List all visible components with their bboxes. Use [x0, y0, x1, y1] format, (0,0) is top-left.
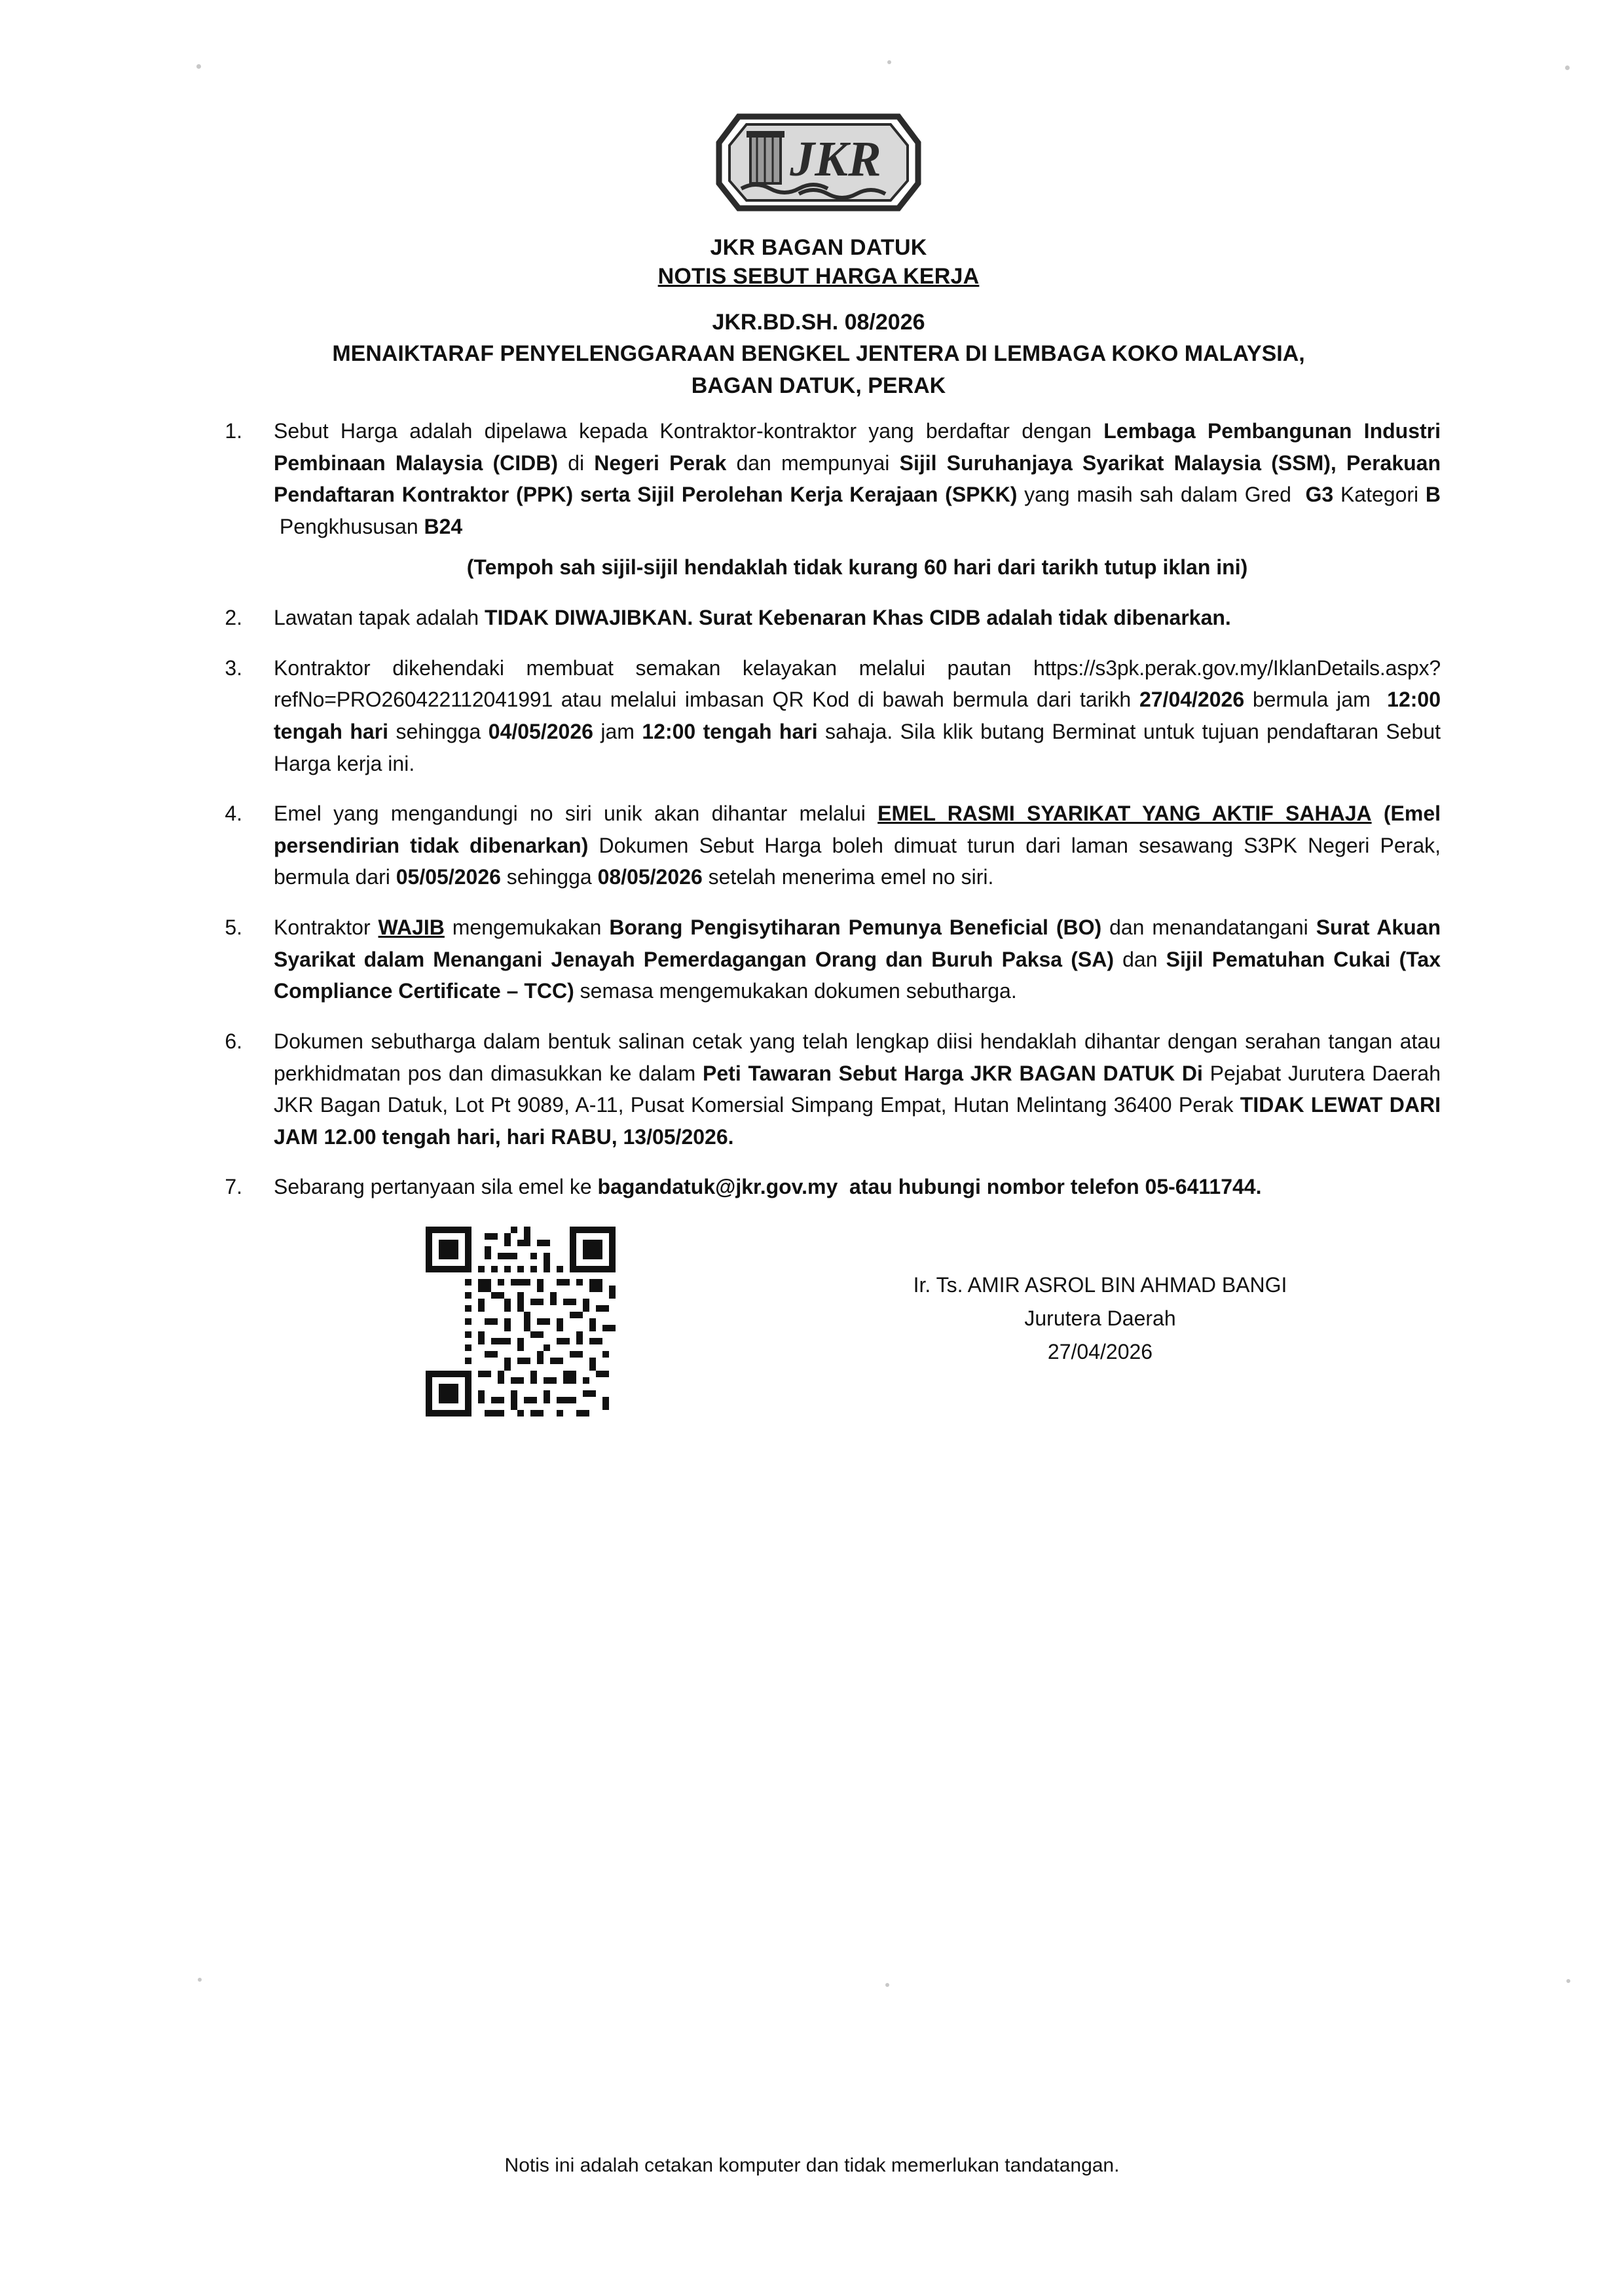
clause-number: 7.: [225, 1175, 242, 1199]
clause-item: [196, 415, 1441, 583]
signature-date: 27/04/2026: [1047, 1340, 1153, 1364]
clause-item: [196, 602, 1441, 634]
clause-number: 1.: [225, 418, 242, 443]
project-title-line1: MENAIKTARAF PENYELENGGARAAN BENGKEL JENTERA DI LEMBAGA KOKO MALAYSIA,: [332, 341, 1305, 367]
scan-speck: [1565, 65, 1570, 70]
reference-number: JKR.BD.SH. 08/2026: [712, 310, 925, 335]
scan-speck: [1566, 1979, 1570, 1983]
footer-note: Notis ini adalah cetakan komputer dan tidak memerlukan tandatangan.: [504, 2155, 1120, 2176]
clause-item: [196, 1026, 1441, 1153]
clause-text: Dokumen sebutharga dalam bentuk salinan cetak yang telah lengkap diisi hendaklah dihantar dengan serahan tangan atau perkhidmatan pos dan dimasukkan ke dalam Peti Tawaran Sebut Harga JKR BAGAN DATUK Di Pejabat Jurutera Daerah JKR Bagan Datuk, Lot Pt 9089, A-11, Pusat Komersial Simpang Empat, Hutan Melintang 36400 Perak TIDAK LEWAT DARI JAM 12.00 tengah hari, hari RABU, 13/05/2026.: [274, 1029, 1441, 1149]
clause-note: (Tempoh sah sijil-sijil hendaklah tidak kurang 60 hari dari tarikh tutup iklan ini): [466, 555, 1248, 580]
document-body: [196, 105, 1441, 1443]
clause-number: 5.: [225, 916, 242, 940]
scan-speck: [198, 1978, 202, 1982]
scan-speck: [196, 64, 201, 69]
clause-number: 4.: [225, 802, 242, 826]
clause-text: Lawatan tapak adalah TIDAK DIWAJIBKAN. Surat Kebenaran Khas CIDB adalah tidak dibenarkan.: [274, 606, 1231, 630]
clause-number: 3.: [225, 656, 242, 680]
signature-block: [786, 1268, 1414, 1369]
qr-code-icon[interactable]: [426, 1227, 616, 1416]
signatory-name: Ir. Ts. AMIR ASROL BIN AHMAD BANGI: [913, 1273, 1287, 1297]
project-title-line2: BAGAN DATUK, PERAK: [691, 373, 946, 399]
clause-item: [196, 912, 1441, 1007]
scan-speck: [885, 1983, 889, 1987]
signatory-position: Jurutera Daerah: [1024, 1306, 1176, 1331]
scan-speck: [887, 60, 891, 64]
clause-item: [196, 652, 1441, 780]
clause-text: Sebut Harga adalah dipelawa kepada Kontraktor-kontraktor yang berdaftar dengan Lembaga Pembangunan Industri Pembinaan Malaysia (CIDB) di Negeri Perak dan mempunyai Sijil Suruhanjaya Syarikat Malaysia (SSM), Perakuan Pendaftaran Kontraktor (PPK) serta Sijil Perolehan Kerja Kerajaan (SPKK) yang masih sah dalam Gred G3 Kategori B Pengkhususan B24: [274, 418, 1441, 538]
clause-number: 6.: [225, 1029, 242, 1053]
clause-list: [196, 415, 1441, 1203]
clause-text: Emel yang mengandungi no siri unik akan dihantar melalui EMEL RASMI SYARIKAT YANG AKTIF SAHAJA (Emel persendirian tidak dibenarkan) Dokumen Sebut Harga boleh dimuat turun dari laman sesawang S3PK Negeri Perak, bermula dari 05/05/2026 sehingga 08/05/2026 setelah menerima emel no siri.: [274, 802, 1441, 889]
svg-text:JKR: JKR: [790, 132, 881, 187]
footer-row: [196, 1227, 1441, 1443]
clause-text: Sebarang pertanyaan sila emel ke bagandatuk@jkr.gov.my atau hubungi nombor telefon 05-6411744.: [274, 1175, 1262, 1199]
org-name: JKR BAGAN DATUK: [710, 235, 927, 260]
jkr-logo-icon: [707, 105, 930, 219]
clause-text: Kontraktor dikehendaki membuat semakan kelayakan melalui pautan https://s3pk.perak.gov.my/IklanDetails.aspx?refNo=PRO260422112041991 atau melalui imbasan QR Kod di bawah bermula dari tarikh 27/04/2026 bermula jam 12:00 tengah hari sehingga 04/05/2026 jam 12:00 tengah hari sahaja. Sila klik butang Berminat untuk tujuan pendaftaran Sebut Harga kerja ini.: [274, 656, 1441, 775]
clause-number: 2.: [225, 606, 242, 630]
clause-text: Kontraktor WAJIB mengemukakan Borang Pengisytiharan Pemunya Beneficial (BO) dan menandatangani Surat Akuan Syarikat dalam Menangani Jenayah Pemerdagangan Orang dan Buruh Paksa (SA) dan Sijil Pematuhan Cukai (Tax Compliance Certificate – TCC) semasa mengemukakan dokumen sebutharga.: [274, 916, 1441, 1003]
jkr-logo-wrapper: [196, 105, 1441, 219]
notice-type: NOTIS SEBUT HARGA KERJA: [657, 263, 980, 289]
clause-item: [196, 1171, 1441, 1203]
clause-item: [196, 798, 1441, 893]
